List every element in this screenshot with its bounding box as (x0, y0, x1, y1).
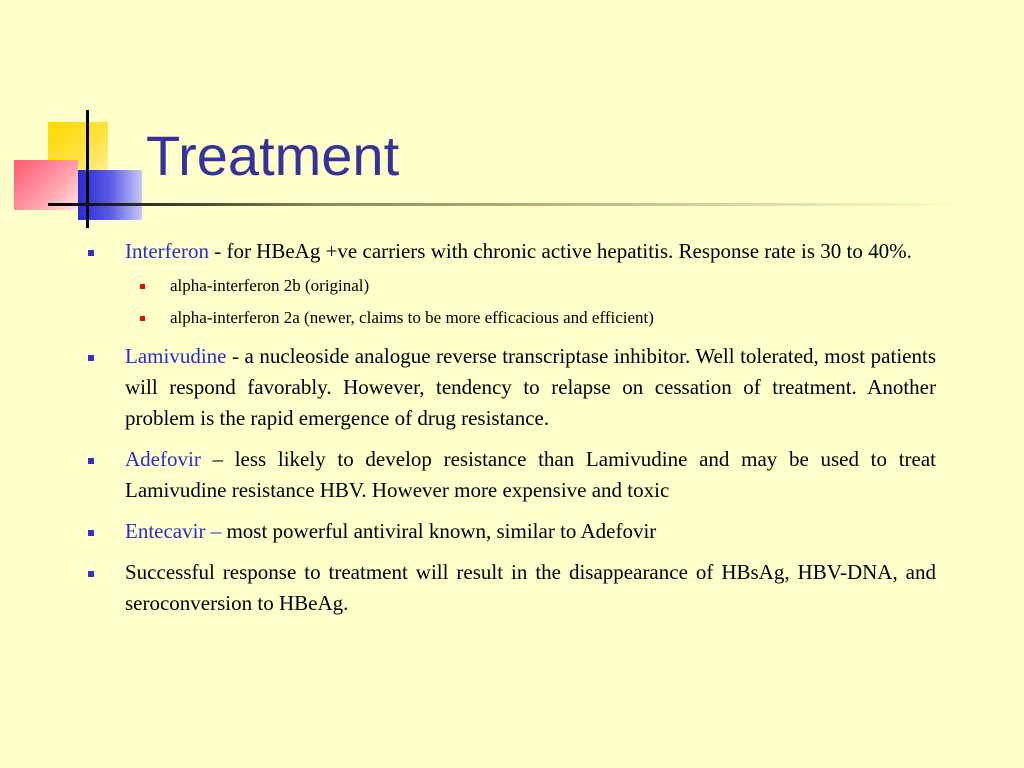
item-term: Interferon (125, 239, 209, 263)
item-text: - a nucleoside analogue reverse transcriptase inhibitor. Well tolerated, most patients will respond favorably. However, tendency to relapse on cessation of treatment. Another problem is the rapid emergence of drug resistance. (125, 344, 936, 430)
square-bullet-icon (88, 250, 94, 256)
red-square-bullet-icon (140, 284, 145, 289)
item-text: – less likely to develop resistance than Lamivudine and may be used to treat Lamivudine resistance HBV. However more expensive and toxic (125, 447, 936, 502)
red-square-bullet-icon (140, 316, 145, 321)
sub-list-item (84, 307, 936, 329)
list-item-entecavir (84, 516, 936, 547)
slide-title: Treatment (146, 124, 400, 187)
list-item-lamivudine (84, 341, 936, 434)
item-text: - for HBeAg +ve carriers with chronic active hepatitis. Response rate is 30 to 40%. (208, 239, 912, 263)
item-term: Entecavir – (125, 519, 222, 543)
list-item-interferon (84, 236, 936, 267)
sub-item-text: alpha-interferon 2b (original) (170, 276, 370, 295)
list-item-adefovir (84, 444, 936, 506)
sub-item-text: alpha-interferon 2a (newer, claims to be more efficacious and efficient) (170, 308, 654, 327)
title-underline-rule (48, 203, 968, 206)
bullet-list (84, 236, 936, 629)
square-bullet-icon (88, 355, 94, 361)
square-bullet-icon (88, 571, 94, 577)
item-text: Successful response to treatment will result in the disappearance of HBsAg, HBV-DNA, and seroconversion to HBeAg. (125, 560, 936, 615)
list-item-response (84, 557, 936, 619)
item-term: Lamivudine (125, 344, 227, 368)
vertical-rule-decoration (86, 110, 89, 228)
square-bullet-icon (88, 458, 94, 464)
item-term: Adefovir (125, 447, 201, 471)
sub-list-item (84, 275, 936, 297)
square-bullet-icon (88, 530, 94, 536)
item-text: most powerful antiviral known, similar to Adefovir (221, 519, 657, 543)
